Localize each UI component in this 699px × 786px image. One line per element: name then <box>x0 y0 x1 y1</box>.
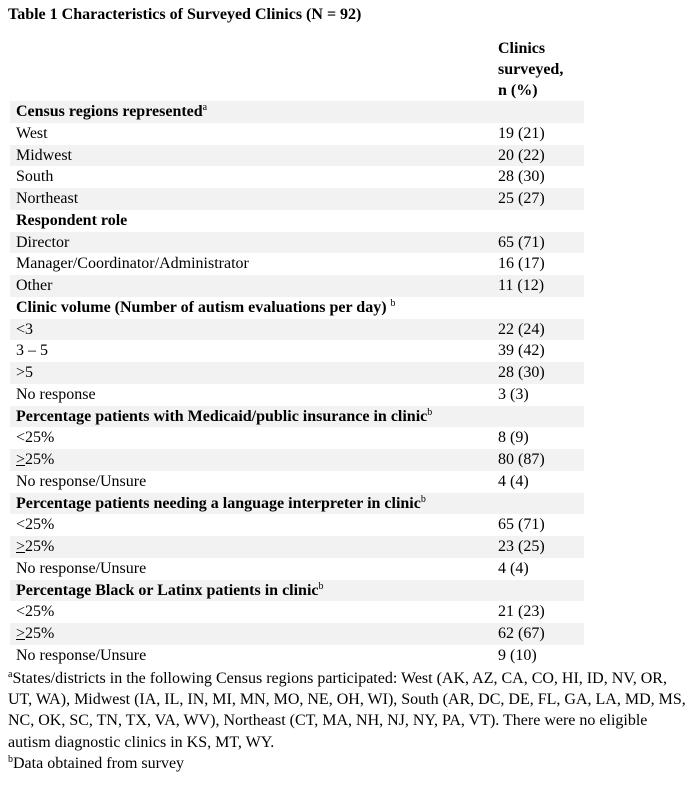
row-label: >25% <box>16 625 55 642</box>
table-title: Table 1 Characteristics of Surveyed Clinics (N = 92) <box>8 6 362 23</box>
row-label: No response/Unsure <box>16 472 147 490</box>
table-row <box>10 232 584 254</box>
table-row <box>10 514 584 536</box>
table-row <box>10 449 584 471</box>
section-label: Respondent role <box>16 211 128 229</box>
row-label: >25% <box>16 538 55 555</box>
row-label: Other <box>16 277 53 294</box>
table-row <box>10 536 584 558</box>
footnote-marker: b <box>390 297 396 309</box>
characteristics-table <box>10 101 584 667</box>
row-value: 23 (25) <box>498 538 545 555</box>
section-label: Clinic volume (Number of autism evaluations per day) $^b$ <box>16 297 396 316</box>
section-label: Percentage patients with Medicaid/public insurance in clinic$^b$ <box>16 406 433 425</box>
row-label: Manager/Coordinator/Administrator <box>16 255 249 273</box>
footnote-marker: b <box>8 753 13 765</box>
column-header-line: Clinics <box>498 40 546 57</box>
row-value: 4 (4) <box>498 472 529 490</box>
section-header-row <box>10 493 584 515</box>
row-value: 39 (42) <box>498 342 545 360</box>
footnote-marker: a <box>202 102 208 113</box>
row-value: 11 (12) <box>498 277 545 294</box>
footnote-marker: a <box>8 669 13 680</box>
footnote-marker: b <box>427 406 433 418</box>
table-row <box>10 558 584 580</box>
row-value: 20 (22) <box>498 146 545 164</box>
table-row <box>10 427 584 449</box>
row-value: 65 (71) <box>498 233 545 251</box>
row-label: <25% <box>16 603 55 621</box>
row-label: Director <box>16 233 70 251</box>
table-row <box>10 253 584 275</box>
row-value: 25 (27) <box>498 190 545 207</box>
row-value: 80 (87) <box>498 451 545 468</box>
row-value: 62 (67) <box>498 625 545 642</box>
table-row <box>10 319 584 341</box>
footnote: $^b$Data obtained from survey <box>8 753 185 772</box>
footnote-marker: b <box>420 493 426 505</box>
section-header-row <box>10 580 584 602</box>
table-row <box>10 362 584 384</box>
row-label: South <box>16 168 54 186</box>
table-row <box>10 145 584 167</box>
footnotes <box>8 668 694 774</box>
row-label: <25% <box>16 429 55 447</box>
section-header-row <box>10 297 584 319</box>
row-label: 3 – 5 <box>16 342 48 360</box>
row-value: 28 (30) <box>498 364 545 381</box>
row-label: Northeast <box>16 190 79 207</box>
table-row <box>10 645 584 667</box>
row-label: >5 <box>16 364 34 381</box>
section-header-row <box>10 210 584 232</box>
row-label: West <box>16 124 48 142</box>
row-value: 19 (21) <box>498 124 545 142</box>
row-value: 4 (4) <box>498 559 529 577</box>
row-value: 3 (3) <box>498 385 529 403</box>
row-label: No response <box>16 385 96 403</box>
table-row <box>10 275 584 297</box>
row-value: 16 (17) <box>498 255 545 273</box>
section-label: Percentage patients needing a language interpreter in clinic$^b$ <box>16 493 426 512</box>
row-value: 9 (10) <box>498 646 537 664</box>
section-label: Percentage Black or Latinx patients in clinic$^b$ <box>16 580 324 599</box>
table-row <box>10 123 584 145</box>
column-header-line: surveyed, <box>498 61 564 78</box>
column-header-line: n (%) <box>498 82 538 99</box>
table-row <box>10 340 584 362</box>
row-label: No response/Unsure <box>16 559 147 577</box>
row-value: 65 (71) <box>498 516 545 534</box>
table-row <box>10 166 584 188</box>
row-label: <25% <box>16 516 55 534</box>
table-row <box>10 601 584 623</box>
table-row <box>10 471 584 493</box>
row-value: 22 (24) <box>498 320 545 338</box>
row-label: >25% <box>16 451 55 468</box>
row-value: 21 (23) <box>498 603 545 621</box>
section-header-row <box>10 406 584 428</box>
table-row <box>10 188 584 210</box>
table-row <box>10 384 584 406</box>
row-label: No response/Unsure <box>16 646 147 664</box>
table-row <box>10 623 584 645</box>
row-value: 8 (9) <box>498 429 529 447</box>
footnote-marker: b <box>318 580 324 592</box>
row-label: Midwest <box>16 146 72 164</box>
column-header <box>498 38 563 101</box>
section-label: Census regions represented$^a$ <box>16 102 208 120</box>
section-header-row <box>10 101 584 123</box>
footnote: $^a$States/districts in the following Census regions participated: West (AK, AZ, CA, CO, HI, ID, NV, OR, UT, WA), Midwest (IA, IL, IN, MI, MN, MO, NE, OH, WI), South (AR, DC, DE, FL, GA, LA, MD, MS, NC, OK, SC, TN, TX, VA, WV), Northeast (CT, MA, NH, NJ, NY, PA, VT). There were no eligible autism diagnostic clinics in KS, MT, WY. <box>8 669 686 751</box>
row-value: 28 (30) <box>498 168 545 186</box>
row-label: <3 <box>16 320 34 338</box>
